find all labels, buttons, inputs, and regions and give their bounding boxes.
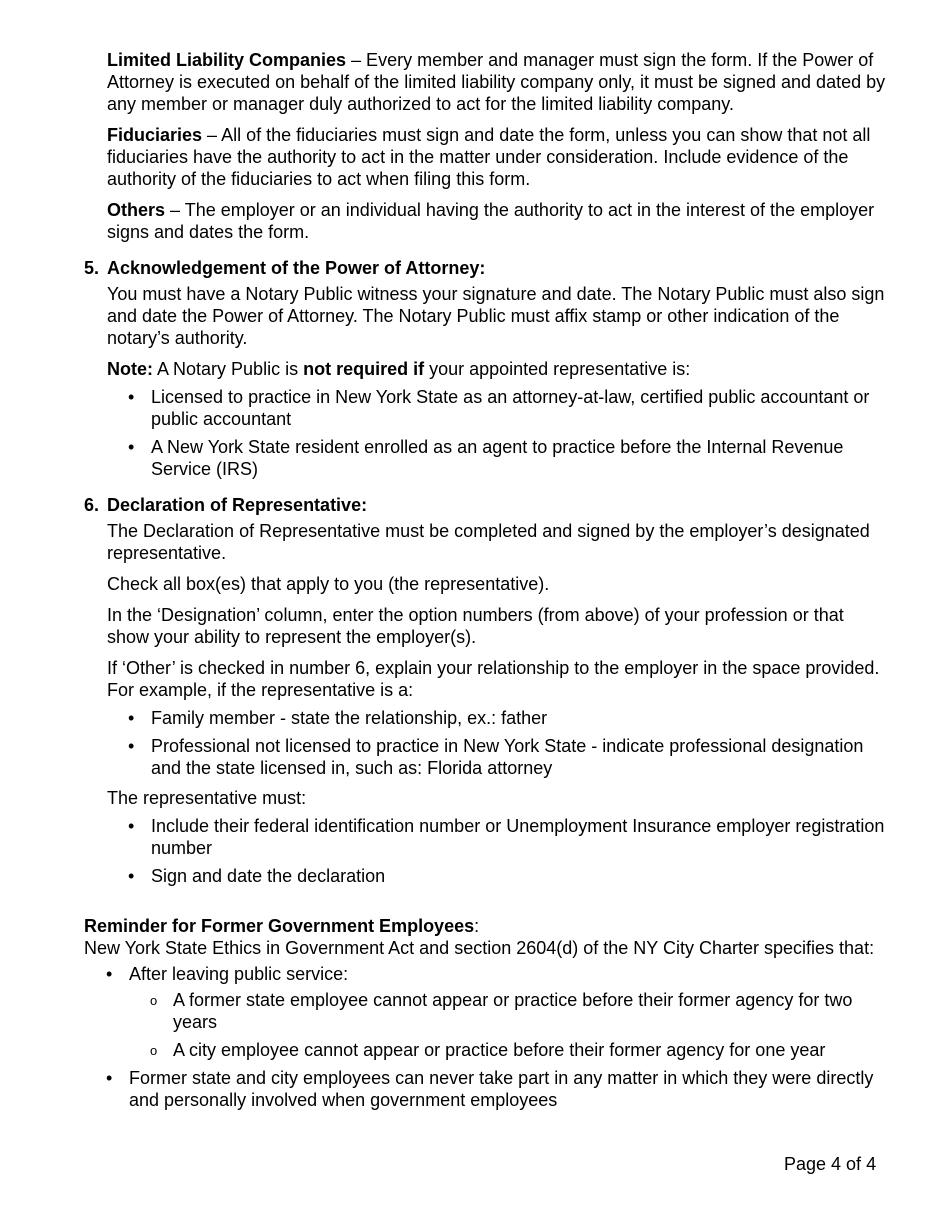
list-item: • Professional not licensed to practice in New York State - indicate professional designation and the state licensed in, such as: Florida attorney — [0, 735, 950, 779]
section-5-title: Acknowledgement of the Power of Attorney: — [107, 258, 486, 278]
reminder-list — [0, 963, 950, 985]
section-6-title: Declaration of Representative: — [107, 495, 368, 515]
list-item: • Sign and date the declaration — [0, 865, 950, 887]
section-6-p1: The Declaration of Representative must be completed and signed by the employer’s designated representative. — [107, 521, 870, 563]
section-5-body: You must have a Notary Public witness your signature and date. The Notary Public must also sign and date the Power of Attorney. The Notary Public must affix stamp or other indication of the notary’s authority. — [107, 284, 885, 348]
llc-paragraph — [0, 49, 950, 115]
reminder-heading — [0, 915, 950, 937]
section-5-heading — [0, 257, 950, 279]
reminder-title: Reminder for Former Government Employees — [84, 916, 475, 936]
section-6-p3: In the ‘Designation’ column, enter the option numbers (from above) of your profession or that show your ability to represent the employer(s). — [107, 605, 844, 647]
note-text-b: your appointed representative is: — [424, 359, 691, 379]
section-6-number: 6. — [84, 495, 100, 515]
list-item: • Family member - state the relationship, ex.: father — [0, 707, 950, 729]
section-6-p4: If ‘Other’ is checked in number 6, explain your relationship to the employer in the space provided. For example, if the representative is a: — [107, 658, 880, 700]
section-6-bullets-a — [0, 707, 950, 779]
others-paragraph — [0, 199, 950, 243]
notary-note — [0, 358, 950, 380]
section-6-p5: The representative must: — [107, 788, 307, 808]
list-item: • Licensed to practice in New York State as an attorney-at-law, certified public accountant or public accountant — [0, 386, 950, 430]
fiduciaries-text: – All of the fiduciaries must sign and date the form, unless you can show that not all fiduciaries have the authority to act in the matter under consideration. Include evidence of the authority of the fiduciaries to act when filing this form. — [107, 125, 871, 189]
fiduciaries-paragraph — [0, 124, 950, 190]
list-item: • A New York State resident enrolled as an agent to practice before the Internal Revenue Service (IRS) — [0, 436, 950, 480]
section-6-heading — [0, 494, 950, 516]
list-item: o A city employee cannot appear or practice before their former agency for one year — [0, 1039, 950, 1061]
note-bold: not required if — [303, 359, 425, 379]
section-5-number: 5. — [84, 258, 100, 278]
list-item: • Former state and city employees can never take part in any matter in which they were directly and personally involved when government employees — [0, 1067, 950, 1111]
list-item — [0, 963, 950, 985]
section-6-p2: Check all box(es) that apply to you (the representative). — [107, 574, 550, 594]
fiduciaries-lead: Fiduciaries — [107, 125, 203, 145]
reminder-intro: New York State Ethics in Government Act and section 2604(d) of the NY City Charter specifies that: — [84, 938, 875, 958]
reminder-list-2 — [0, 1067, 950, 1111]
section-6-bullets-b — [0, 815, 950, 887]
llc-lead: Limited Liability Companies — [107, 50, 347, 70]
section-5-bullets — [0, 386, 950, 480]
list-item: • Include their federal identification number or Unemployment Insurance employer registration number — [0, 815, 950, 859]
reminder-sublist — [0, 989, 950, 1061]
list-item: o A former state employee cannot appear or practice before their former agency for two years — [0, 989, 950, 1033]
others-text: – The employer or an individual having the authority to act in the interest of the employer signs and dates the form. — [107, 200, 875, 242]
page-number: Page 4 of 4 — [784, 1154, 877, 1174]
reminder-bullet-1: After leaving public service: — [129, 964, 349, 984]
content — [0, 49, 950, 1117]
others-lead: Others — [107, 200, 166, 220]
reminder-colon: : — [474, 916, 480, 936]
note-text-a: A Notary Public is — [153, 359, 304, 379]
note-label: Note: — [107, 359, 153, 379]
llc-text: – Every member and manager must sign the form. If the Power of Attorney is executed on behalf of the limited liability company only, it must be signed and dated by any member or manager duly authorized to act for the limited liability company. — [107, 50, 886, 114]
